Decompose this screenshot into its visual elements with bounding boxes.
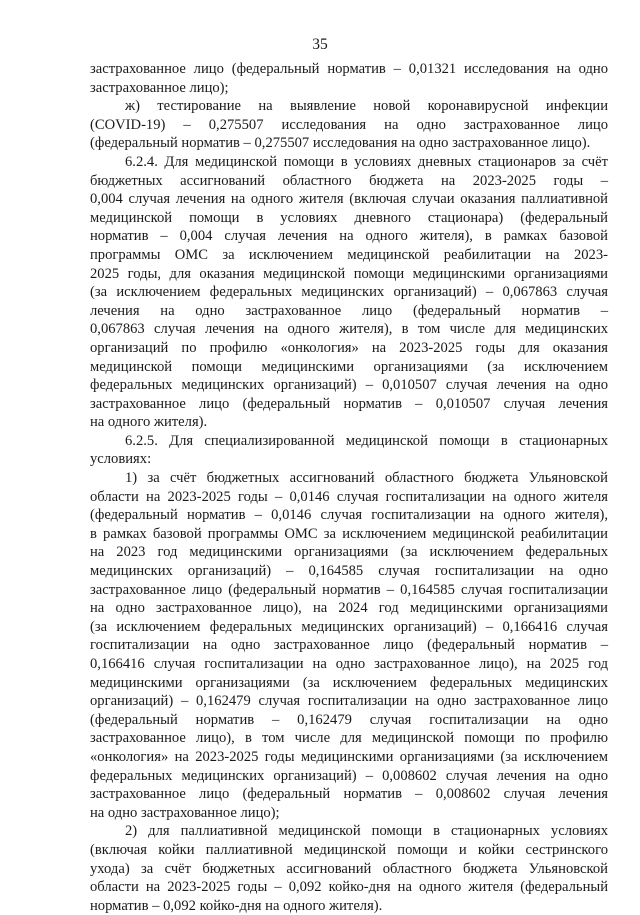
text-line: 6.2.5. Для специализированной медицинской помощи в стационарных: [125, 432, 608, 449]
text-line: застрахованное лицо (федеральный норматив – 0,008602 случая лечения: [90, 786, 608, 803]
text-line: федеральных медицинских организаций) – 0,008602 случая лечения на одно: [90, 767, 608, 784]
text-line: застрахованное лицо (федеральный норматив – 0,010507 случая лечения: [90, 395, 608, 412]
text-line: норматив – 0,092 койко-дня на одного жителя).: [90, 897, 383, 914]
text-line: медицинской помощи в условиях дневного стационара) (федеральный: [90, 209, 608, 226]
text-line: (федеральный норматив – 0,275507 исследования на одно застрахованное лицо).: [90, 135, 591, 152]
text-line: в рамках базовой программы ОМС за исключением медицинской реабилитации: [90, 525, 608, 542]
text-line: бюджетных ассигнований областного бюджета на 2023-2025 годы –: [90, 172, 608, 189]
text-line: (COVID-19) – 0,275507 исследования на одно застрахованное лицо: [90, 116, 608, 133]
text-line: (федеральный норматив – 0,0146 случая госпитализации на одного жителя),: [90, 507, 608, 524]
text-line: ухода) за счёт бюджетных ассигнований областного бюджета Ульяновской: [90, 860, 608, 877]
text-line: 0,166416 случая госпитализации на одно застрахованное лицо), на 2025 год: [90, 656, 608, 672]
text-line: застрахованное лицо (федеральный норматив – 0,01321 исследования на одно: [90, 61, 608, 77]
text-line: медицинскими организациями (за исключением федеральных медицинских: [90, 674, 608, 691]
text-line: 6.2.4. Для медицинской помощи в условиях дневных стационаров за счёт: [125, 153, 608, 170]
text-line: организаций) – 0,162479 случая госпитализации на одно застрахованное лицо: [90, 693, 608, 710]
text-line: области на 2023-2025 годы – 0,0146 случая госпитализации на одного жителя: [90, 488, 608, 505]
text-line: застрахованное лицо);: [90, 79, 229, 96]
text-line: застрахованное лицо), в том числе для медицинской помощи по профилю: [90, 730, 608, 747]
text-line: застрахованное лицо (федеральный норматив – 0,164585 случая госпитализации: [90, 581, 608, 598]
text-line: (включая койки паллиативной медицинской помощи и койки сестринского: [90, 841, 608, 858]
text-line: медицинской помощи медицинскими организациями (за исключением: [90, 358, 608, 375]
text-line: на 2023 год медицинскими организациями (за исключением федеральных: [90, 544, 608, 561]
text-line: «онкология» на 2023-2025 годы медицинскими организациями (за исключением: [90, 748, 608, 765]
text-line: лечения на одно застрахованное лицо (федеральный норматив –: [90, 302, 608, 319]
text-line: 2025 годы, для оказания медицинской помощи медицинскими организациями: [90, 265, 608, 282]
text-line: на одно застрахованное лицо), на 2024 год медицинскими организациями: [90, 600, 608, 617]
text-line: области на 2023-2025 годы – 0,092 койко-дня на одного жителя (федеральный: [90, 879, 608, 896]
text-line: (федеральный норматив – 0,162479 случая госпитализации на одно: [90, 711, 608, 728]
text-line: программы ОМС за исключением медицинской реабилитации на 2023-: [90, 246, 608, 263]
text-line: ж) тестирование на выявление новой коронавирусной инфекции: [125, 98, 608, 115]
text-line: медицинских организаций) – 0,164585 случая госпитализации на одно: [90, 563, 608, 580]
text-line: (за исключением федеральных медицинских организаций) – 0,166416 случая: [90, 618, 608, 635]
text-line: госпитализации на одно застрахованное лицо (федеральный норматив –: [90, 637, 608, 654]
text-line: на одного жителя).: [90, 414, 208, 431]
text-line: (за исключением федеральных медицинских организаций) – 0,067863 случая: [90, 284, 608, 301]
text-line: 1) за счёт бюджетных ассигнований областного бюджета Ульяновской: [125, 470, 608, 487]
document-body: [90, 60, 608, 915]
text-line: условиях:: [90, 451, 152, 468]
text-line: норматив – 0,004 случая лечения на одного жителя), в рамках базовой: [90, 228, 608, 245]
text-line: 2) для паллиативной медицинской помощи в стационарных условиях: [125, 823, 608, 840]
page-number: 35: [312, 36, 328, 53]
text-line: организаций по профилю «онкология» на 2023-2025 годы для оказания: [90, 339, 608, 356]
text-line: федеральных медицинских организаций) – 0,010507 случая лечения на одно: [90, 377, 608, 394]
text-line: 0,004 случая лечения на одного жителя (включая случаи оказания паллиативной: [90, 191, 608, 208]
text-line: на одно застрахованное лицо);: [90, 804, 280, 821]
text-line: 0,067863 случая лечения на одного жителя), в том числе для медицинских: [90, 321, 608, 338]
